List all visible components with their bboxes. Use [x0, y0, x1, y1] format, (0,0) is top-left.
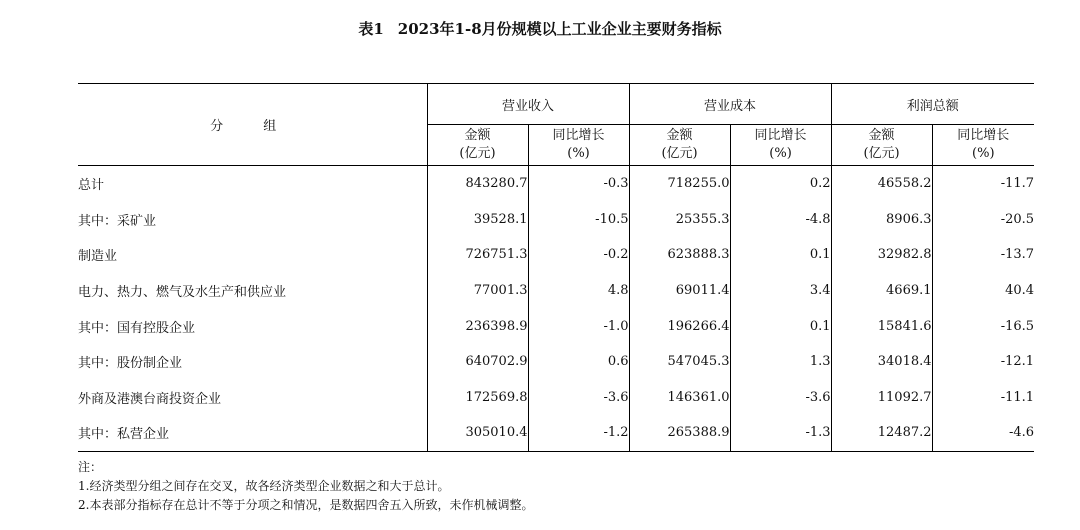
- amount-cell: 25355.3: [629, 202, 730, 238]
- growth-cell: 4.8: [528, 273, 629, 309]
- row-label: 其中：私营企业: [78, 415, 427, 451]
- row-label: 其中：股份制企业: [78, 356, 183, 372]
- amount-cell: 77001.3: [427, 273, 528, 309]
- subheader-growth: [730, 125, 831, 166]
- table-row: [78, 344, 1034, 380]
- table-number: 表1: [358, 20, 384, 38]
- notes-heading: 注：: [78, 460, 103, 474]
- amount-cell: 34018.4: [831, 344, 932, 380]
- amount-cell: 196266.4: [629, 308, 730, 344]
- growth-cell: -11.7: [932, 166, 1034, 202]
- amount-cell: 15841.6: [831, 308, 932, 344]
- subheader-line: (亿元): [459, 146, 496, 161]
- growth-cell: -1.0: [528, 308, 629, 344]
- header-profit: 利润总额: [831, 84, 1034, 125]
- amount-cell: 172569.8: [427, 380, 528, 416]
- growth-cell: -0.3: [528, 166, 629, 202]
- growth-cell: 0.6: [528, 344, 629, 380]
- amount-cell: 726751.3: [427, 237, 528, 273]
- growth-cell: -4.8: [730, 202, 831, 238]
- growth-cell: 1.3: [730, 344, 831, 380]
- growth-cell: -0.2: [528, 237, 629, 273]
- growth-cell: -1.2: [528, 415, 629, 451]
- amount-cell: 623888.3: [629, 237, 730, 273]
- subheader-line: (%): [567, 146, 590, 161]
- growth-cell: -11.1: [932, 380, 1034, 416]
- table-row: [78, 237, 1034, 273]
- note-item: 2.本表部分指标存在总计不等于分项之和情况，是数据四舍五入所致，未作机械调整。: [78, 498, 534, 512]
- table-row: [78, 308, 1034, 344]
- growth-cell: 3.4: [730, 273, 831, 309]
- amount-cell: 547045.3: [629, 344, 730, 380]
- row-label: 制造业: [78, 249, 118, 265]
- growth-cell: 0.2: [730, 166, 831, 202]
- growth-cell: 0.1: [730, 308, 831, 344]
- amount-cell: 8906.3: [831, 202, 932, 238]
- row-label: 电力、热力、燃气及水生产和供应业: [78, 285, 287, 301]
- growth-cell: 0.1: [730, 237, 831, 273]
- growth-cell: -12.1: [932, 344, 1034, 380]
- subheader-line: (%): [769, 146, 792, 161]
- row-label: 其中：国有控股企业: [78, 320, 196, 336]
- amount-cell: 146361.0: [629, 380, 730, 416]
- subheader-line: 同比增长: [552, 128, 605, 143]
- amount-cell: 843280.7: [427, 166, 528, 202]
- subheader-line: 同比增长: [957, 128, 1010, 143]
- growth-cell: -3.6: [528, 380, 629, 416]
- growth-cell: -20.5: [932, 202, 1034, 238]
- amount-cell: 46558.2: [831, 166, 932, 202]
- subheader-amount: [831, 125, 932, 166]
- subheader-line: (%): [972, 146, 995, 161]
- table-row: [78, 380, 1034, 416]
- subheader-growth: [932, 125, 1034, 166]
- amount-cell: 11092.7: [831, 380, 932, 416]
- growth-cell: -4.6: [932, 415, 1034, 451]
- subheader-line: 金额: [464, 128, 491, 143]
- amount-cell: 236398.9: [427, 308, 528, 344]
- table-title-text: 2023年1-8月份规模以上工业企业主要财务指标: [397, 20, 722, 38]
- table-row: [78, 202, 1034, 238]
- subheader-line: (亿元): [661, 146, 698, 161]
- amount-cell: 39528.1: [427, 202, 528, 238]
- amount-cell: 12487.2: [831, 415, 932, 451]
- subheader-line: 金额: [868, 128, 895, 143]
- amount-cell: 640702.9: [427, 344, 528, 380]
- table-row: [78, 166, 1034, 202]
- amount-cell: 265388.9: [629, 415, 730, 451]
- table-row: [78, 415, 1034, 451]
- amount-cell: 4669.1: [831, 273, 932, 309]
- header-cost: 营业成本: [629, 84, 831, 125]
- amount-cell: 305010.4: [427, 415, 528, 451]
- amount-cell: 718255.0: [629, 166, 730, 202]
- financial-indicators-table: [78, 83, 1034, 452]
- table-row: [78, 273, 1034, 309]
- amount-cell: 69011.4: [629, 273, 730, 309]
- subheader-growth: [528, 125, 629, 166]
- growth-cell: -16.5: [932, 308, 1034, 344]
- notes-section: [78, 458, 1038, 515]
- group-column-header: 分 组: [78, 84, 427, 166]
- growth-cell: -13.7: [932, 237, 1034, 273]
- row-label: 其中：采矿业: [78, 213, 157, 229]
- note-item: 1.经济类型分组之间存在交叉，故各经济类型企业数据之和大于总计。: [78, 479, 450, 493]
- row-label: 总计: [78, 178, 105, 194]
- growth-cell: 40.4: [932, 273, 1034, 309]
- growth-cell: -1.3: [730, 415, 831, 451]
- subheader-amount: [629, 125, 730, 166]
- subheader-amount: [427, 125, 528, 166]
- subheader-line: 同比增长: [754, 128, 807, 143]
- growth-cell: -3.6: [730, 380, 831, 416]
- header-revenue: 营业收入: [427, 84, 629, 125]
- table-title: [0, 18, 1080, 39]
- growth-cell: -10.5: [528, 202, 629, 238]
- subheader-line: (亿元): [863, 146, 900, 161]
- row-label: 外商及港澳台商投资企业: [78, 391, 222, 407]
- amount-cell: 32982.8: [831, 237, 932, 273]
- subheader-line: 金额: [666, 128, 693, 143]
